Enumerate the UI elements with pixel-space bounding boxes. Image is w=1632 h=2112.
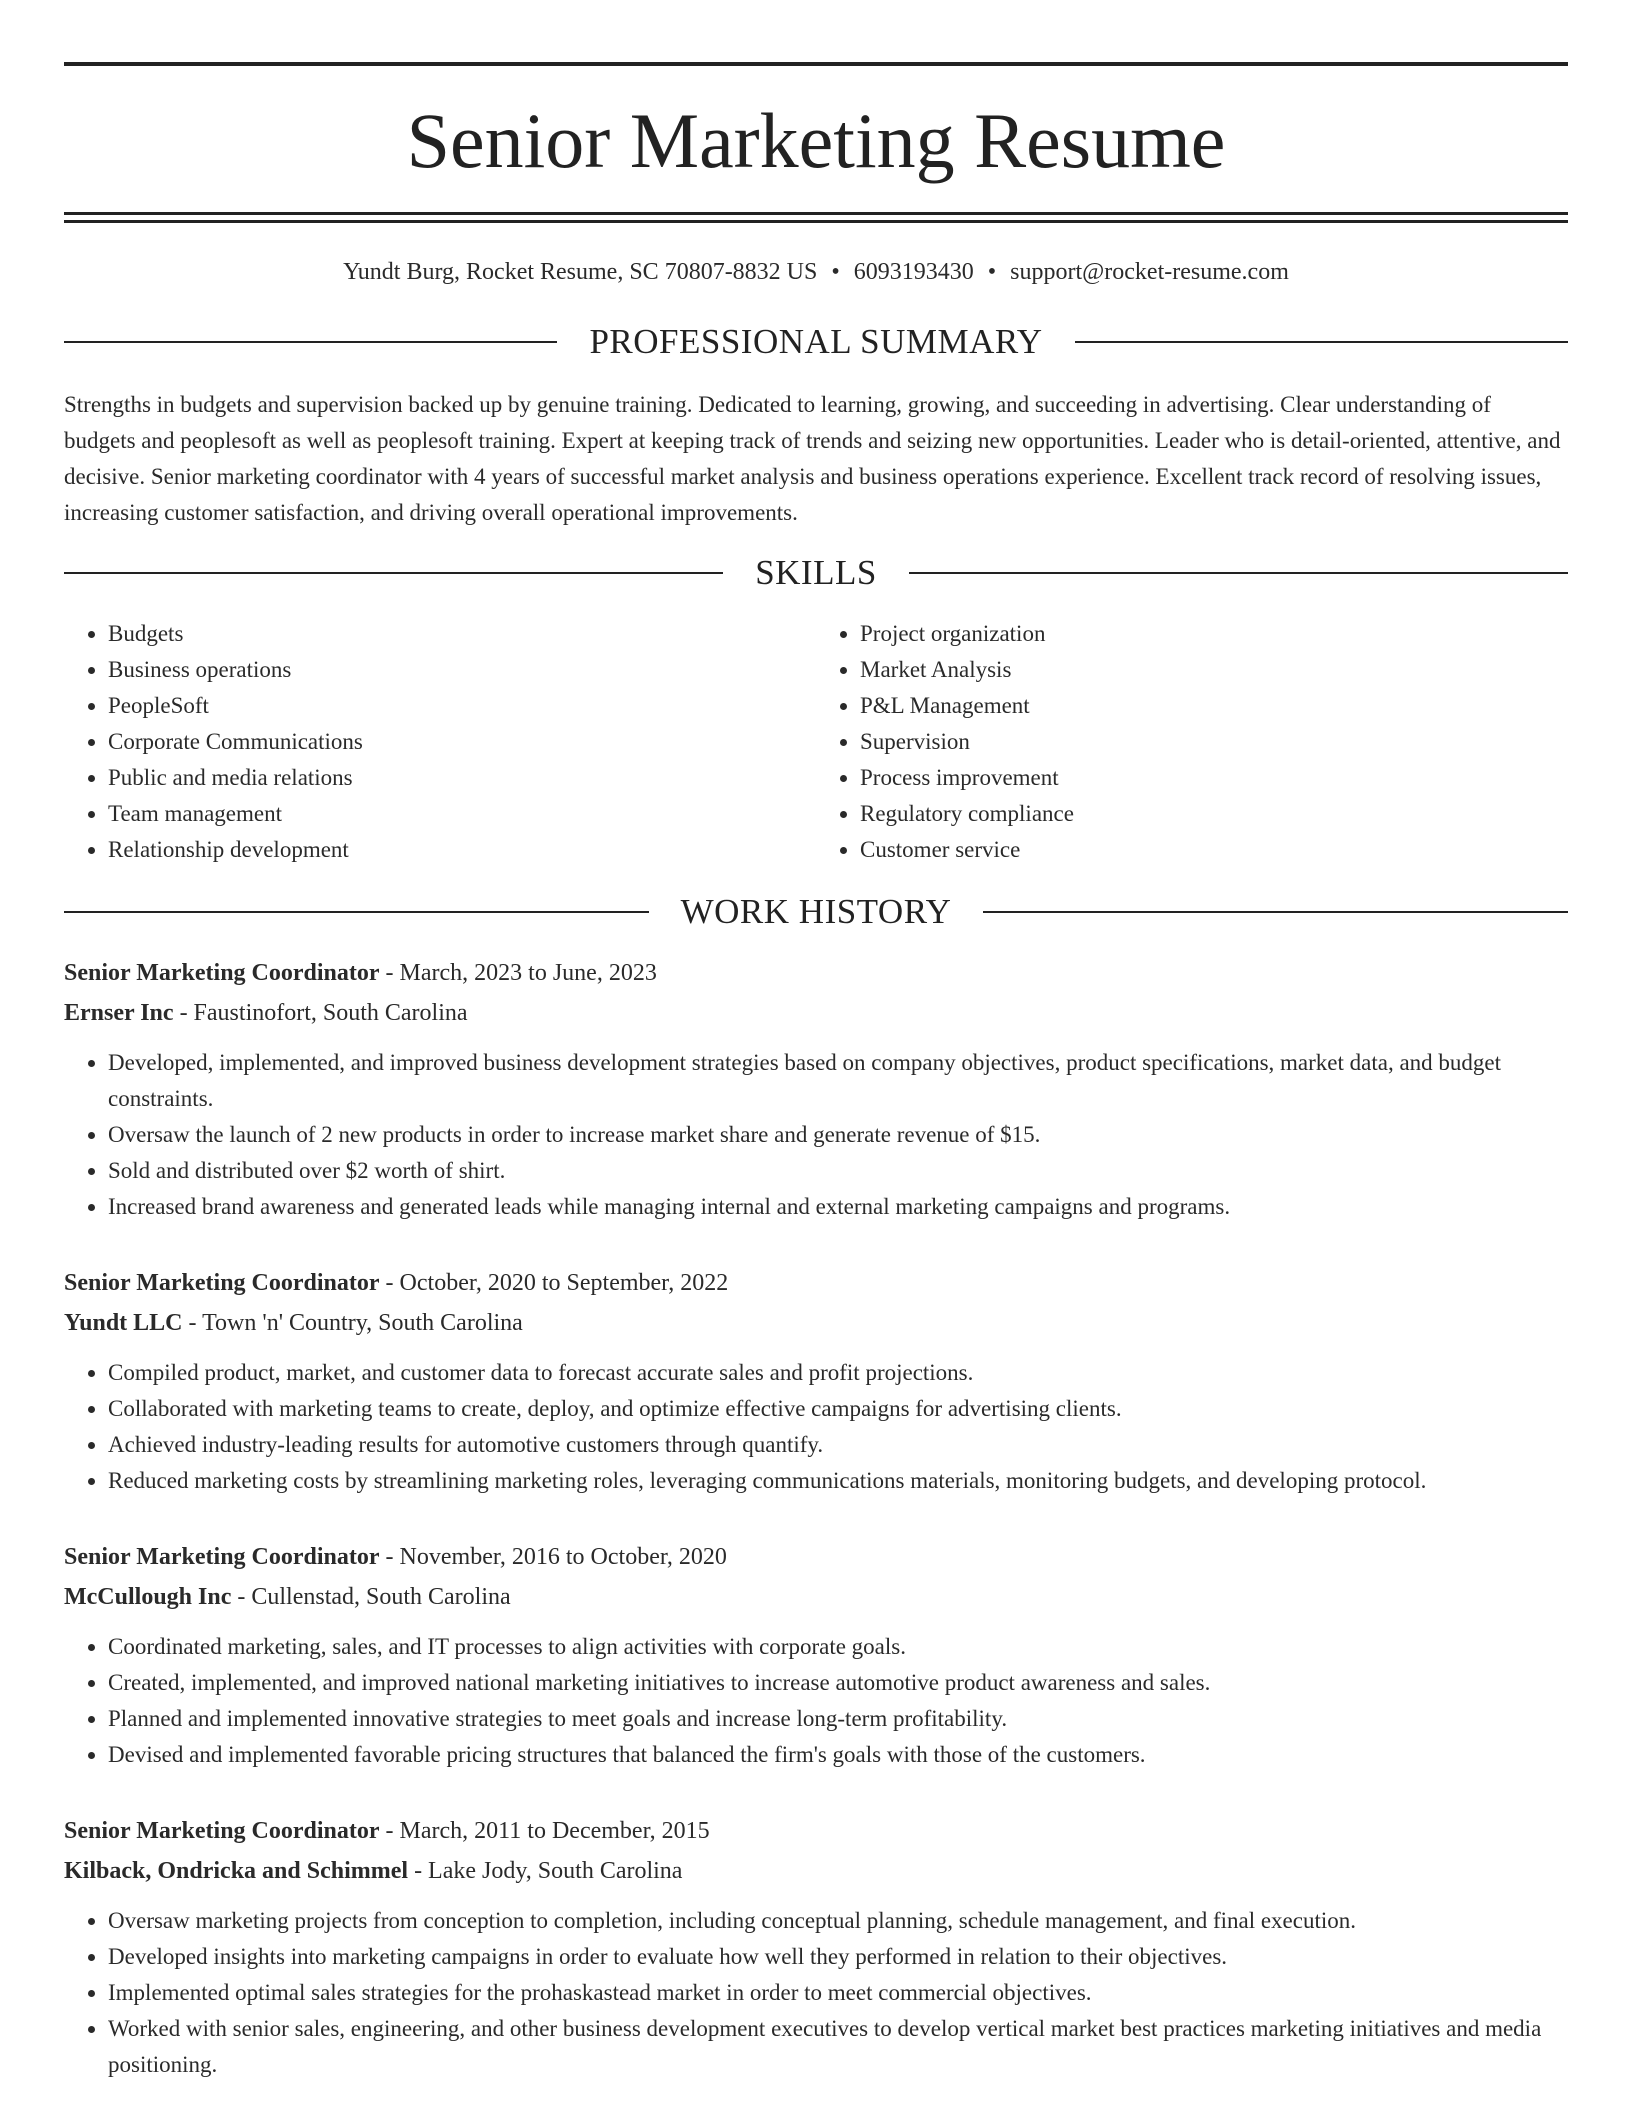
job-bullets (64, 1629, 1568, 1773)
job-company: Kilback, Ondricka and Schimmel (64, 1858, 409, 1884)
job-bullet: • Sold and distributed over $2 worth of shirt. (108, 1153, 1568, 1189)
skill-item: • Public and media relations (108, 760, 816, 796)
skills-section-header (64, 555, 1568, 590)
summary-text: Strengths in budgets and supervision backed up by genuine training. Dedicated to learning, growing, and succeeding in advertising. Clear understanding of budgets and peoplesoft as well as peoplesoft training. Expert at keeping track of trends and seizing new opportunities. Leader who is detail-oriented, attentive, and decisive. Senior marketing coordinator with 4 years of successful market analysis and business operations experience. Excellent track record of resolving issues, increasing customer satisfaction, and driving overall operational improvements. (64, 392, 1561, 525)
contact-address: Yundt Burg, Rocket Resume, SC 70807-8832 US (343, 259, 818, 285)
top-rule (64, 62, 1568, 66)
job-title: Senior Marketing Coordinator (64, 1544, 380, 1570)
contact-email: support@rocket-resume.com (1010, 259, 1289, 285)
skills-column-right (816, 616, 1568, 868)
job-bullet: • Coordinated marketing, sales, and IT processes to align activities with corporate goals. (108, 1629, 1568, 1665)
skill-item: • Market Analysis (860, 652, 1568, 688)
job-bullet: • Oversaw the launch of 2 new products in order to increase market share and generate revenue of $15. (108, 1117, 1568, 1153)
job-dates: - November, 2016 to October, 2020 (379, 1544, 727, 1570)
summary-section-header (64, 324, 1568, 359)
job-bullet: • Implemented optimal sales strategies for the prohaskastead market in order to meet commercial objectives. (108, 1975, 1568, 2011)
job-entry (64, 1811, 1568, 2083)
job-dates: - October, 2020 to September, 2022 (379, 1270, 729, 1296)
skill-item: • Customer service (860, 832, 1568, 868)
job-bullet: • Created, implemented, and improved national marketing initiatives to increase automotive product awareness and sales. (108, 1665, 1568, 1701)
job-company-line (64, 993, 1568, 1033)
section-rule-right (983, 911, 1568, 913)
skill-item: • Team management (108, 796, 816, 832)
job-company-line (64, 1851, 1568, 1891)
skill-item: • Budgets (108, 616, 816, 652)
job-bullet: • Developed, implemented, and improved business development strategies based on company objectives, product specifications, market data, and budget constraints. (108, 1045, 1568, 1117)
job-company: McCullough Inc (64, 1584, 232, 1610)
section-rule-right (909, 572, 1568, 574)
skill-item: • Supervision (860, 724, 1568, 760)
job-title-line (64, 1537, 1568, 1577)
section-rule-left (64, 341, 557, 343)
skills-column-left (64, 616, 816, 868)
job-location: - Cullenstad, South Carolina (231, 1584, 511, 1610)
job-dates: - March, 2011 to December, 2015 (379, 1818, 710, 1844)
job-title-line (64, 1263, 1568, 1303)
contact-separator: • (831, 259, 840, 285)
job-bullet: • Reduced marketing costs by streamlining marketing roles, leveraging communications materials, monitoring budgets, and developing protocol. (108, 1463, 1568, 1499)
job-entry (64, 1263, 1568, 1499)
job-title-line (64, 1811, 1568, 1851)
job-title-line (64, 953, 1568, 993)
work-section-header (64, 894, 1568, 929)
job-bullets (64, 1355, 1568, 1499)
job-company: Yundt LLC (64, 1310, 183, 1336)
job-dates: - March, 2023 to June, 2023 (379, 960, 657, 986)
job-bullet: • Developed insights into marketing campaigns in order to evaluate how well they performed in relation to their objectives. (108, 1939, 1568, 1975)
job-bullet: • Oversaw marketing projects from conception to completion, including conceptual planning, schedule management, and final execution. (108, 1903, 1568, 1939)
job-bullet: • Compiled product, market, and customer data to forecast accurate sales and profit projections. (108, 1355, 1568, 1391)
skill-item: • Business operations (108, 652, 816, 688)
job-title: Senior Marketing Coordinator (64, 960, 380, 986)
contact-line (64, 259, 1568, 286)
job-company: Ernser Inc (64, 1000, 174, 1026)
job-company-line (64, 1303, 1568, 1343)
title-double-rule (64, 212, 1568, 223)
job-location: - Faustinofort, South Carolina (173, 1000, 468, 1026)
skill-item: • Project organization (860, 616, 1568, 652)
skill-item: • Corporate Communications (108, 724, 816, 760)
section-rule-left (64, 911, 649, 913)
section-rule-right (1075, 341, 1568, 343)
job-bullet: • Devised and implemented favorable pricing structures that balanced the firm's goals with those of the customers. (108, 1737, 1568, 1773)
job-bullet: • Worked with senior sales, engineering, and other business development executives to develop vertical market best practices marketing initiatives and media positioning. (108, 2011, 1568, 2083)
contact-separator: • (987, 259, 997, 285)
skills-list (64, 616, 1568, 868)
job-bullet: • Planned and implemented innovative strategies to meet goals and increase long-term profitability. (108, 1701, 1568, 1737)
job-title: Senior Marketing Coordinator (64, 1818, 380, 1844)
skill-item: • Relationship development (108, 832, 816, 868)
job-bullet: • Collaborated with marketing teams to create, deploy, and optimize effective campaigns for advertising clients. (108, 1391, 1568, 1427)
job-bullets (64, 1903, 1568, 2083)
job-bullet: • Achieved industry-leading results for automotive customers through quantify. (108, 1427, 1568, 1463)
skill-item: • Process improvement (860, 760, 1568, 796)
work-heading: WORK HISTORY (680, 892, 952, 931)
summary-heading: PROFESSIONAL SUMMARY (589, 322, 1043, 361)
skill-item: • P&L Management (860, 688, 1568, 724)
skill-item: • PeopleSoft (108, 688, 816, 724)
skill-item: • Regulatory compliance (860, 796, 1568, 832)
job-bullets (64, 1045, 1568, 1225)
job-title: Senior Marketing Coordinator (64, 1270, 380, 1296)
job-bullet: • Increased brand awareness and generated leads while managing internal and external marketing campaigns and programs. (108, 1189, 1568, 1225)
job-entry (64, 953, 1568, 1225)
skills-heading: SKILLS (755, 553, 877, 592)
job-location: - Lake Jody, South Carolina (408, 1858, 683, 1884)
job-location: - Town 'n' Country, South Carolina (182, 1310, 523, 1336)
contact-phone: 6093193430 (853, 259, 974, 285)
job-company-line (64, 1577, 1568, 1617)
job-entry (64, 1537, 1568, 1773)
resume-title: Senior Marketing Resume (406, 97, 1226, 184)
section-rule-left (64, 572, 723, 574)
